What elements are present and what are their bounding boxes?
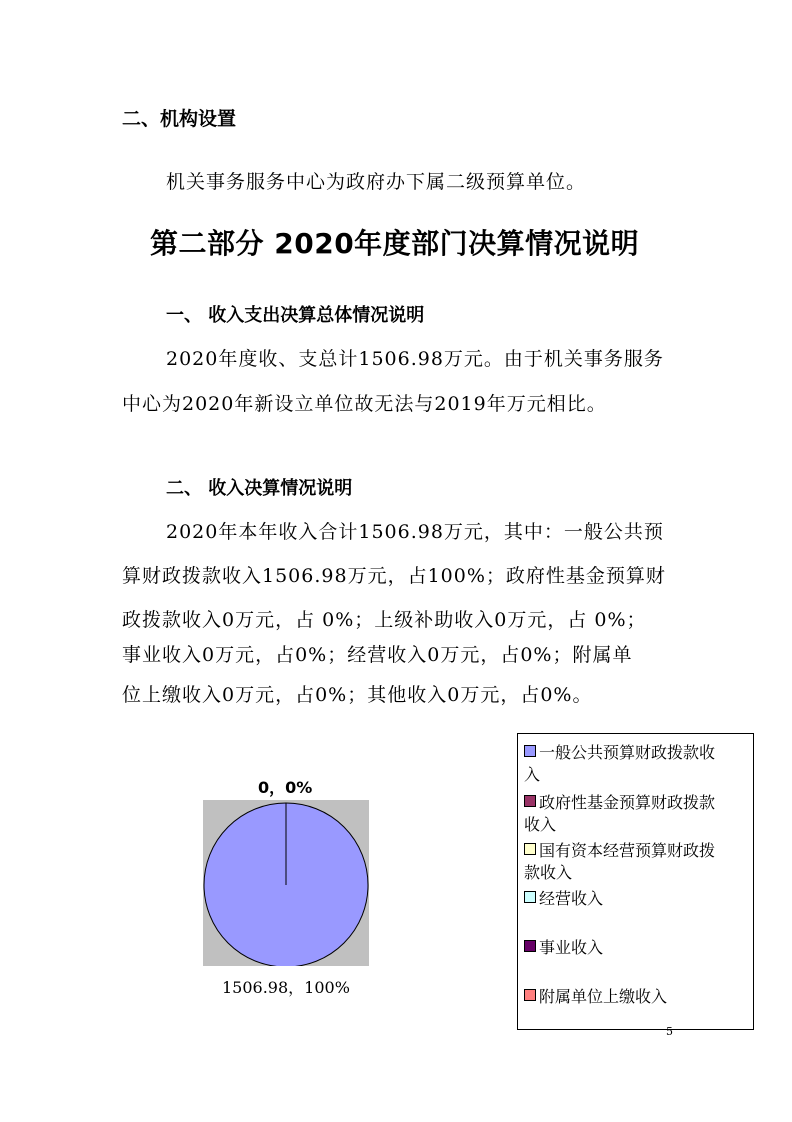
legend-swatch (524, 795, 536, 807)
legend-label: 一般公共预算财政拨款收 (539, 743, 716, 762)
legend-label: 收入 (524, 815, 557, 834)
legend-swatch (524, 745, 536, 757)
legend-item (524, 792, 749, 836)
legend-item (524, 742, 749, 786)
pie-chart (203, 800, 369, 966)
section-heading-org: 二、机构设置 (122, 108, 237, 130)
legend-label: 经营收入 (539, 889, 604, 908)
pie-data-label-zero: 0，0% (258, 778, 313, 797)
org-description: 机关事务服务中心为政府办下属二级预算单位。 (166, 171, 587, 193)
legend-label: 事业收入 (539, 938, 604, 957)
legend-item (524, 888, 749, 910)
legend-label: 入 (524, 765, 541, 784)
legend-label: 款收入 (524, 863, 573, 882)
income-text-line: 事业收入0万元，占0%；经营收入0万元，占0%；附属单 (122, 644, 633, 666)
pie-chart-area (203, 800, 369, 966)
legend-label: 附属单位上缴收入 (539, 987, 668, 1006)
total-text-line: 中心为2020年新设立单位故无法与2019年万元相比。 (122, 393, 607, 415)
legend-label: 国有资本经营预算财政拨 (539, 841, 716, 860)
income-text-line: 算财政拨款收入1506.98万元，占100%；政府性基金预算财 (122, 565, 666, 587)
legend-label: 政府性基金预算财政拨款 (539, 793, 716, 812)
income-text-line: 政拨款收入0万元，占 0%；上级补助收入0万元，占 0%； (122, 609, 647, 631)
legend-item (524, 840, 749, 884)
legend-item (524, 986, 749, 1008)
page-number: 5 (666, 1025, 673, 1038)
total-text-line: 2020年度收、支总计1506.98万元。由于机关事务服务 (166, 348, 664, 370)
section-heading-income: 二、 收入决算情况说明 (166, 478, 353, 499)
legend-item (524, 937, 749, 959)
legend-swatch (524, 891, 536, 903)
income-text-line: 2020年本年收入合计1506.98万元，其中：一般公共预 (166, 521, 664, 543)
chart-legend (517, 733, 754, 1030)
section-heading-total: 一、 收入支出决算总体情况说明 (166, 305, 425, 326)
legend-swatch (524, 843, 536, 855)
legend-swatch (524, 940, 536, 952)
part-title: 第二部分 2020年度部门决算情况说明 (150, 227, 640, 260)
legend-swatch (524, 989, 536, 1001)
pie-data-label-main: 1506.98，100% (222, 978, 350, 997)
income-text-line: 位上缴收入0万元，占0%；其他收入0万元，占0%。 (122, 684, 593, 706)
